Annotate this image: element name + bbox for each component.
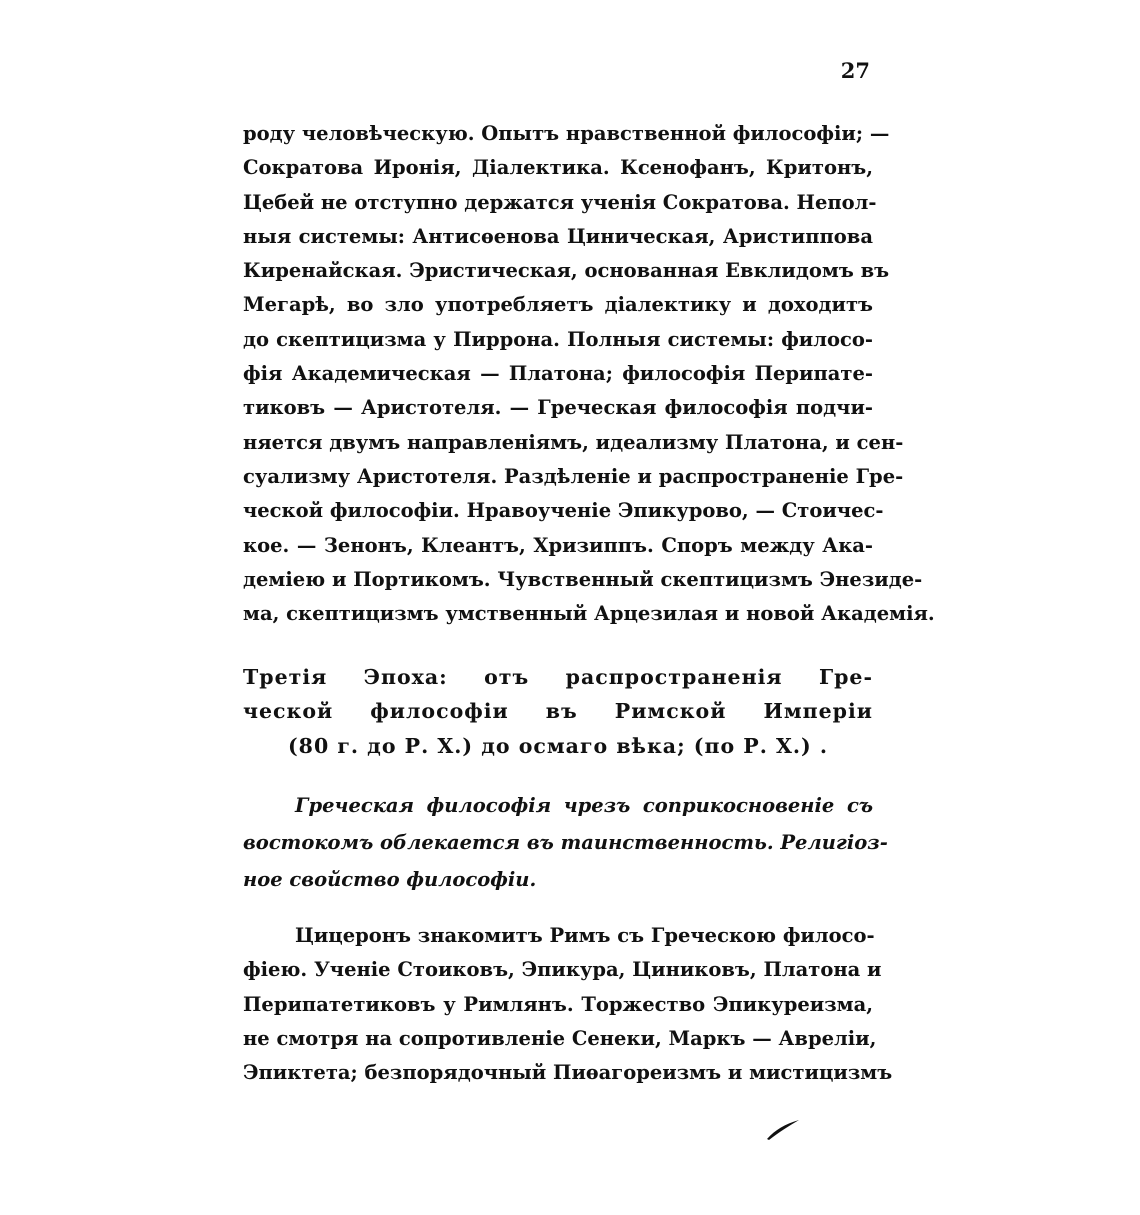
text-line: Эпиктета; безпорядочный Пиѳагореизмъ и мистицизмъ xyxy=(243,1061,893,1085)
text-line: Перипатетиковъ у Римлянъ. Торжество Эпикуреизма, xyxy=(243,992,873,1016)
text-line: роду человѣческую. Опытъ нравственной философіи; — xyxy=(243,122,890,145)
paragraph-cicero xyxy=(243,919,893,1090)
italic-line: востокомъ облекается въ таинственность. Религіоз- xyxy=(243,831,888,854)
text-line: Цицеронъ знакомитъ Римъ съ Греческою филосо- xyxy=(295,924,875,947)
text-line: ныя системы: Антисѳенова Циническая, Аристиппова xyxy=(243,224,873,248)
text-line: кое. — Зенонъ, Клеантъ, Хризиппъ. Споръ между Ака- xyxy=(243,533,873,557)
text-line: суализму Аристотеля. Раздѣленіе и распространеніе Гре- xyxy=(243,464,904,488)
text-line: деміею и Портикомъ. Чувственный скептицизмъ Энезиде- xyxy=(243,567,923,591)
text-line: не смотря на сопротивленіе Сенеки, Маркъ — Авреліи, xyxy=(243,1026,877,1050)
text-line: ческой философіи. Нравоученіе Эпикурово, — Стоичес- xyxy=(243,499,884,523)
italic-line: ное свойство философіи. xyxy=(243,868,537,891)
text-line: Мегарѣ, во зло употребляетъ діалектику и доходитъ xyxy=(243,293,873,317)
heading-line: (80 г. до Р. Х.) до осмаго вѣка; (по Р. Х.) . xyxy=(287,733,828,758)
catchword-flourish-mark xyxy=(765,1118,801,1142)
text-line: фія Академическая — Платона; философія Перипате- xyxy=(243,362,873,386)
italic-summary-paragraph xyxy=(243,787,888,898)
text-line: фіею. Ученіе Стоиковъ, Эпикура, Циниковъ, Платона и xyxy=(243,958,882,982)
italic-line: Греческая философія чрезъ соприкосновеніе съ xyxy=(295,794,873,817)
paragraph-history-of-greek-philosophy xyxy=(243,117,935,631)
section-heading-third-epoch xyxy=(243,660,873,763)
heading-line: Третія Эпоха: отъ распространенія Гре- xyxy=(243,665,873,689)
text-line: Цебей не отступно держатся ученія Сократова. Непол- xyxy=(243,190,877,214)
text-line: Киренайская. Эристическая, основанная Евклидомъ въ xyxy=(243,259,890,283)
text-line: Сократова Иронія, Діалектика. Ксенофанъ, Критонъ, xyxy=(243,156,873,180)
text-line: до скептицизма у Пиррона. Полныя системы: филосо- xyxy=(243,327,873,351)
text-line: ма, скептицизмъ умственный Арцезилая и новой Академія. xyxy=(243,602,935,626)
text-line: няется двумъ направленіямъ, идеализму Платона, и сен- xyxy=(243,430,904,454)
text-line: тиковъ — Аристотеля. — Греческая философія подчи- xyxy=(243,396,873,420)
heading-line: ческой философіи въ Римской Имперіи xyxy=(243,699,873,724)
page-number: 27 xyxy=(840,58,870,83)
